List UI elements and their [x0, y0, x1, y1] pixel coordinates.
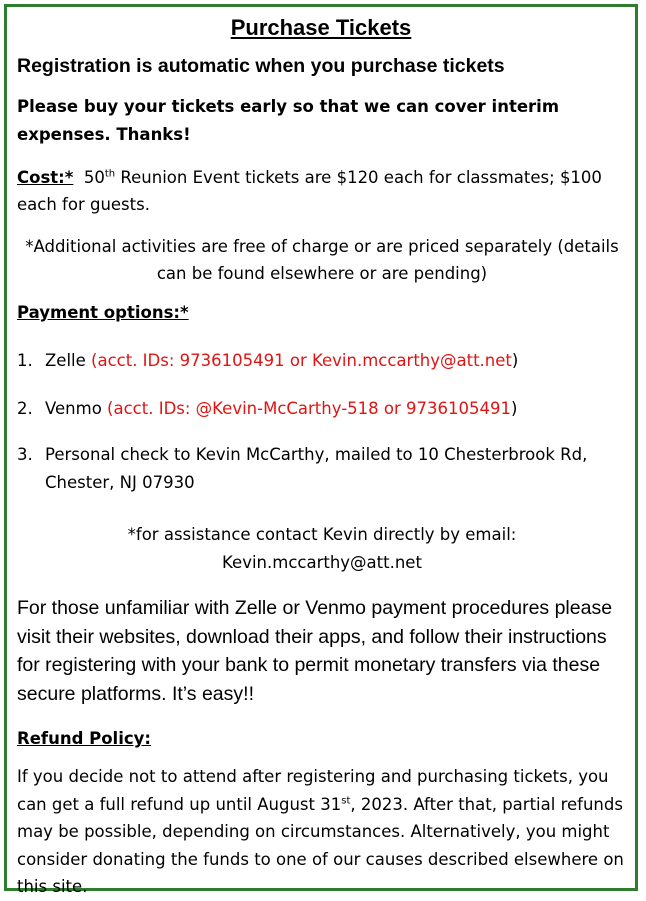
payment-option-check	[17, 440, 637, 470]
refund-policy-heading: Refund Policy:	[17, 729, 151, 748]
cost-ordinal-suffix: th	[104, 168, 116, 180]
venmo-account-ids: acct. IDs: @Kevin-McCarthy-518 or 9736105491	[113, 399, 511, 418]
payment-option-venmo: 2. Venmo (acct. IDs: @Kevin-McCarthy-518 or 9736105491)	[17, 394, 637, 424]
check-instructions-line1: Personal check to Kevin McCarthy, mailed to 10 Chesterbrook Rd,	[45, 445, 588, 464]
refund-date-suffix: st	[341, 795, 351, 806]
assistance-line: *for assistance contact Kevin directly by email:	[127, 525, 517, 544]
page-title: Purchase Tickets	[230, 15, 412, 40]
option-number: 2.	[17, 399, 33, 418]
cost-paragraph	[17, 164, 627, 218]
cost-anniversary-number: 50	[83, 168, 105, 187]
refund-policy-text: If you decide not to attend after registering and purchasing tickets, you can get a full refund up until August 31st, 2023. After that, partial refunds may be possible, depending on circumstances. Alternatively, you might consider donating the funds to one of our causes described elsewhere on this site.	[17, 767, 624, 896]
payment-option-zelle: 1. Zelle (acct. IDs: 9736105491 or Kevin.mccarthy@att.net)	[17, 346, 637, 376]
zelle-account-ids: acct. IDs: 9736105491 or Kevin.mccarthy@att.net	[97, 351, 512, 370]
cost-label: Cost:*	[17, 168, 74, 187]
option-number: 1.	[17, 351, 33, 370]
payment-options-heading: Payment options:*	[17, 303, 189, 322]
option-name: Zelle	[45, 351, 86, 370]
payment-help-note: For those unfamiliar with Zelle or Venmo payment procedures please visit their websites, download their apps, and follow their instructions for registering with your bank to permit monetary transfers via these secure platforms. It’s easy!!	[17, 597, 613, 705]
cost-text: Reunion Event tickets are $120 each for classmates; $100 each for guests.	[17, 168, 602, 214]
early-purchase-note: Please buy your tickets early so that we can cover interim expenses. Thanks!	[17, 97, 560, 144]
option-number: 3.	[17, 445, 33, 464]
option-name: Venmo	[45, 399, 102, 418]
assistance-note	[17, 521, 627, 577]
additional-activities-note: *Additional activities are free of charge or are priced separately (details can be found elsewhere or are pending)	[25, 237, 619, 283]
assistance-email: Kevin.mccarthy@att.net	[222, 553, 422, 572]
ticket-info-panel	[4, 4, 638, 896]
check-instructions-line2: Chester, NJ 07930	[45, 473, 195, 492]
registration-note: Registration is automatic when you purchase tickets	[17, 55, 505, 77]
